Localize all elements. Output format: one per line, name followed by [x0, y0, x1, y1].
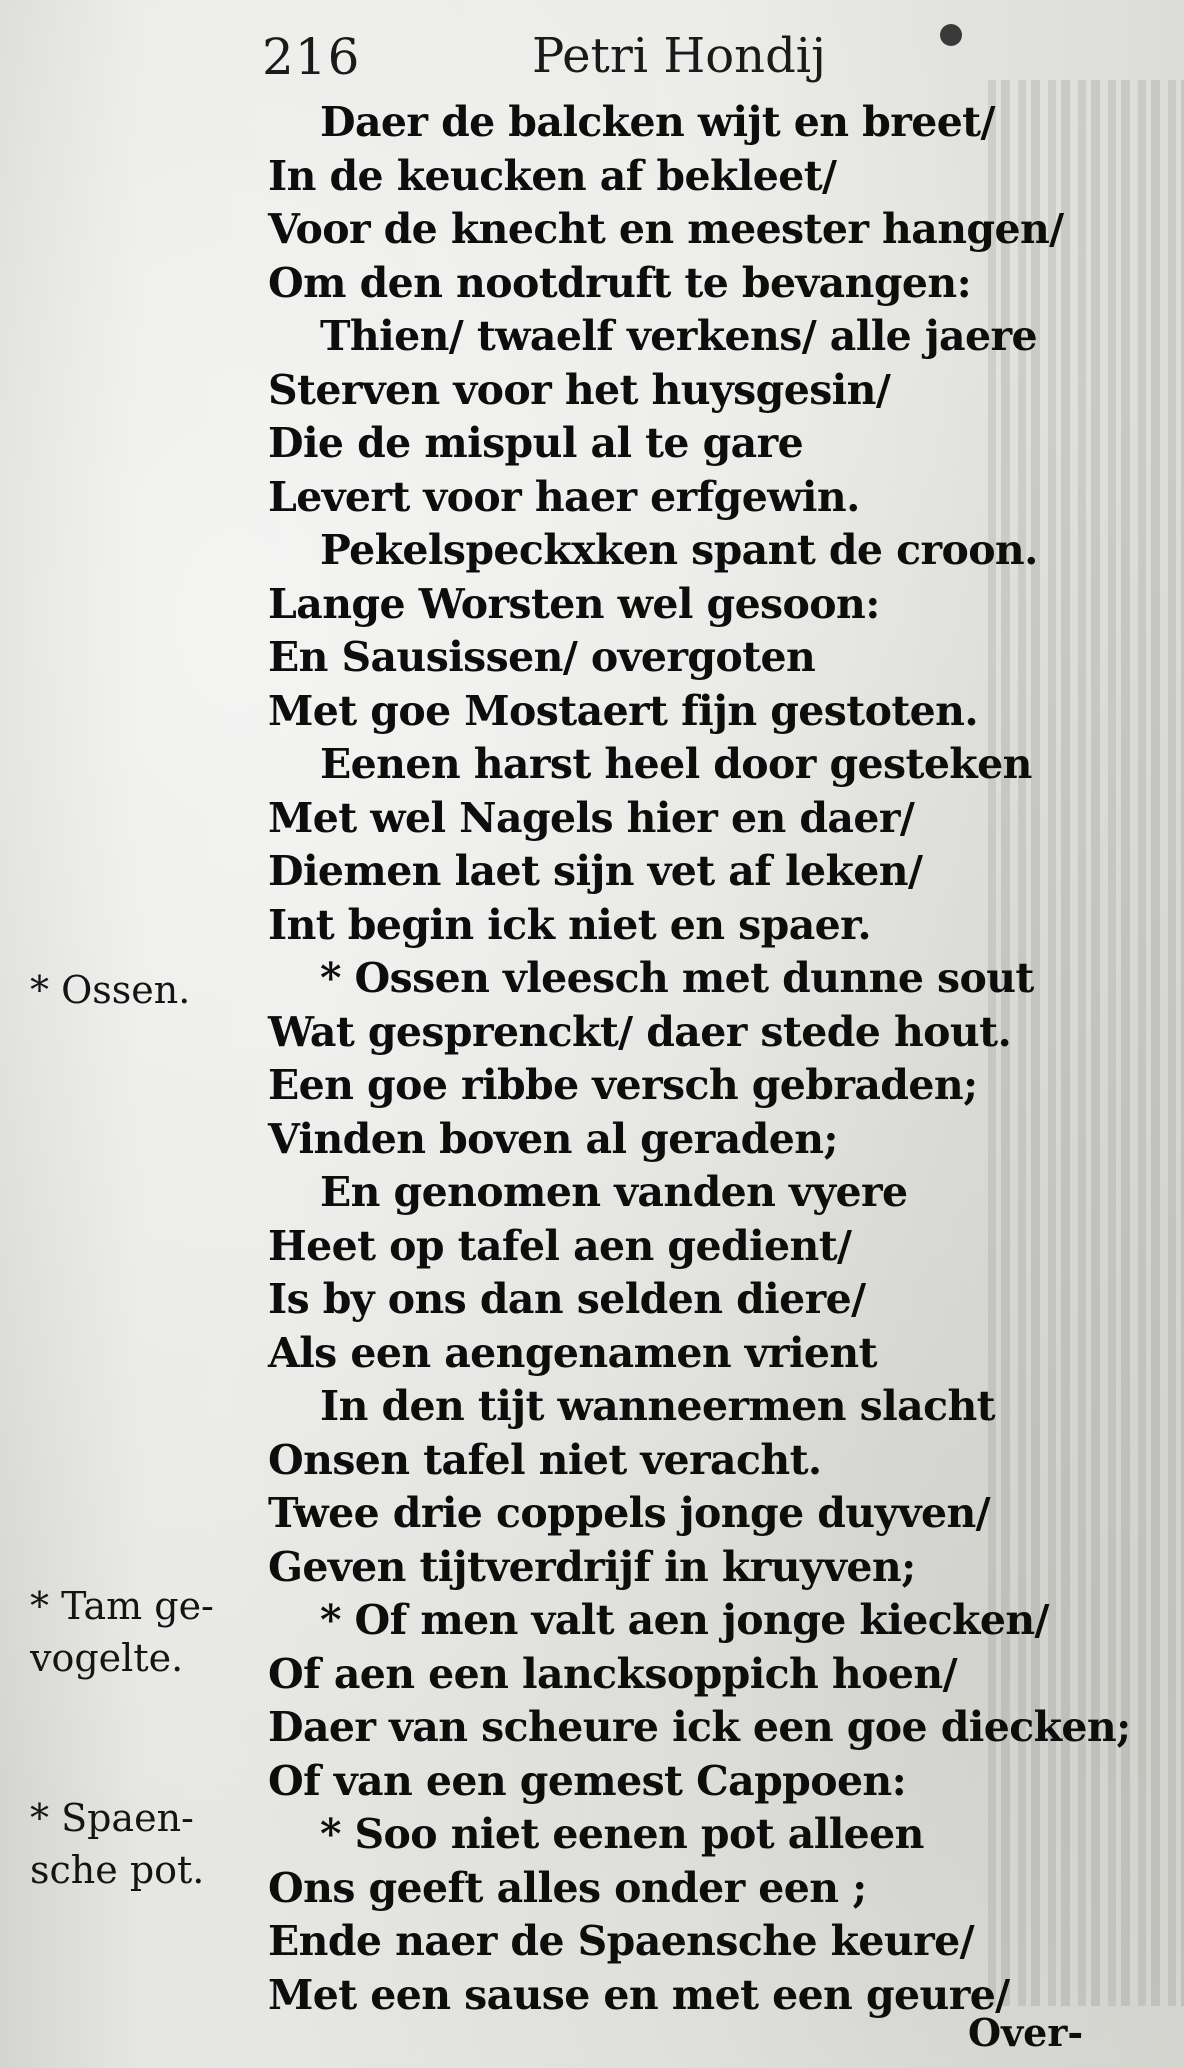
poem-line: Levert voor haer erfgewin. [268, 472, 860, 521]
poem-line: Met goe Mostaert fijn gestoten. [268, 686, 979, 735]
poem-line: Eenen harst heel door gesteken [320, 740, 1032, 788]
poem-line: Thien/ twaelf verkens/ alle jaere [320, 312, 1037, 360]
poem-line: Die de mispul al te gare [268, 419, 804, 467]
poem-line: Pekelspeckxken spant de croon. [320, 526, 1038, 574]
poem-line: En Sausissen/ overgoten [268, 633, 816, 681]
margin-note-line: sche pot. [30, 1848, 205, 1892]
poem-line: Ons geeft alles onder een ; [268, 1863, 867, 1912]
poem-line: * Soo niet eenen pot alleen [320, 1810, 924, 1858]
poem-line: Of van een gemest Cappoen: [268, 1756, 907, 1805]
poem-line: Met wel Nagels hier en daer/ [268, 793, 915, 842]
poem-line: En genomen vanden vyere [320, 1168, 908, 1216]
poem-line: Daer de balcken wijt en breet/ [320, 98, 995, 146]
poem-line: Onsen tafel niet veracht. [268, 1435, 822, 1484]
margin-note-text: * Ossen. [30, 968, 191, 1012]
margin-note-ossen [30, 964, 190, 1016]
poem-line: Is by ons dan selden diere/ [268, 1275, 866, 1323]
poem-line: Voor de knecht en meester hangen/ [268, 205, 1064, 253]
poem-line: Ende naer de Spaensche keure/ [268, 1917, 974, 1965]
poem-line: * Of men valt aen jonge kiecken/ [320, 1596, 1049, 1644]
poem-line: Om den nootdruft te bevangen: [268, 258, 972, 307]
poem-line: Twee drie coppels jonge duyven/ [268, 1489, 991, 1537]
poem-line: Heet op tafel aen gedient/ [268, 1221, 852, 1270]
ink-spot [940, 24, 962, 46]
poem-line: Sterven voor het huysgesin/ [268, 365, 891, 414]
margin-note-line: * Spaen- [30, 1796, 194, 1840]
poem-line: Geven tijtverdrijf in kruyven; [268, 1542, 916, 1591]
poem-line: Lange Worsten wel gesoon: [268, 579, 880, 628]
running-head: Petri Hondij [532, 28, 827, 84]
poem-line: Of aen een lancksoppich hoen/ [268, 1649, 957, 1698]
poem-line: Vinden boven al geraden; [268, 1114, 838, 1163]
poem-text [268, 96, 1131, 2022]
margin-note-gevogelte [30, 1580, 214, 1684]
page-header [0, 22, 1184, 92]
poem-line: Int begin ick niet en spaer. [268, 900, 872, 949]
margin-note-spaensche-pot [30, 1792, 204, 1896]
poem-line: Wat gesprenckt/ daer stede hout. [268, 1007, 1012, 1056]
margin-note-line: * Tam ge- [30, 1584, 214, 1628]
catchword: Over- [968, 2010, 1084, 2055]
poem-line: Daer van scheure ick een goe diecken; [268, 1703, 1131, 1751]
margin-note-line: vogelte. [30, 1636, 184, 1680]
poem-line: In de keucken af bekleet/ [268, 151, 837, 200]
poem-line: * Ossen vleesch met dunne sout [320, 954, 1034, 1002]
poem-line: Als een aengenamen vrient [268, 1328, 877, 1377]
page-number: 216 [262, 28, 361, 86]
poem-line: Met een sause en met een geure/ [268, 1970, 1010, 2019]
poem-line: Diemen laet sijn vet af leken/ [268, 847, 923, 895]
poem-line: In den tijt wanneermen slacht [320, 1382, 995, 1430]
poem-line: Een goe ribbe versch gebraden; [268, 1061, 978, 1109]
